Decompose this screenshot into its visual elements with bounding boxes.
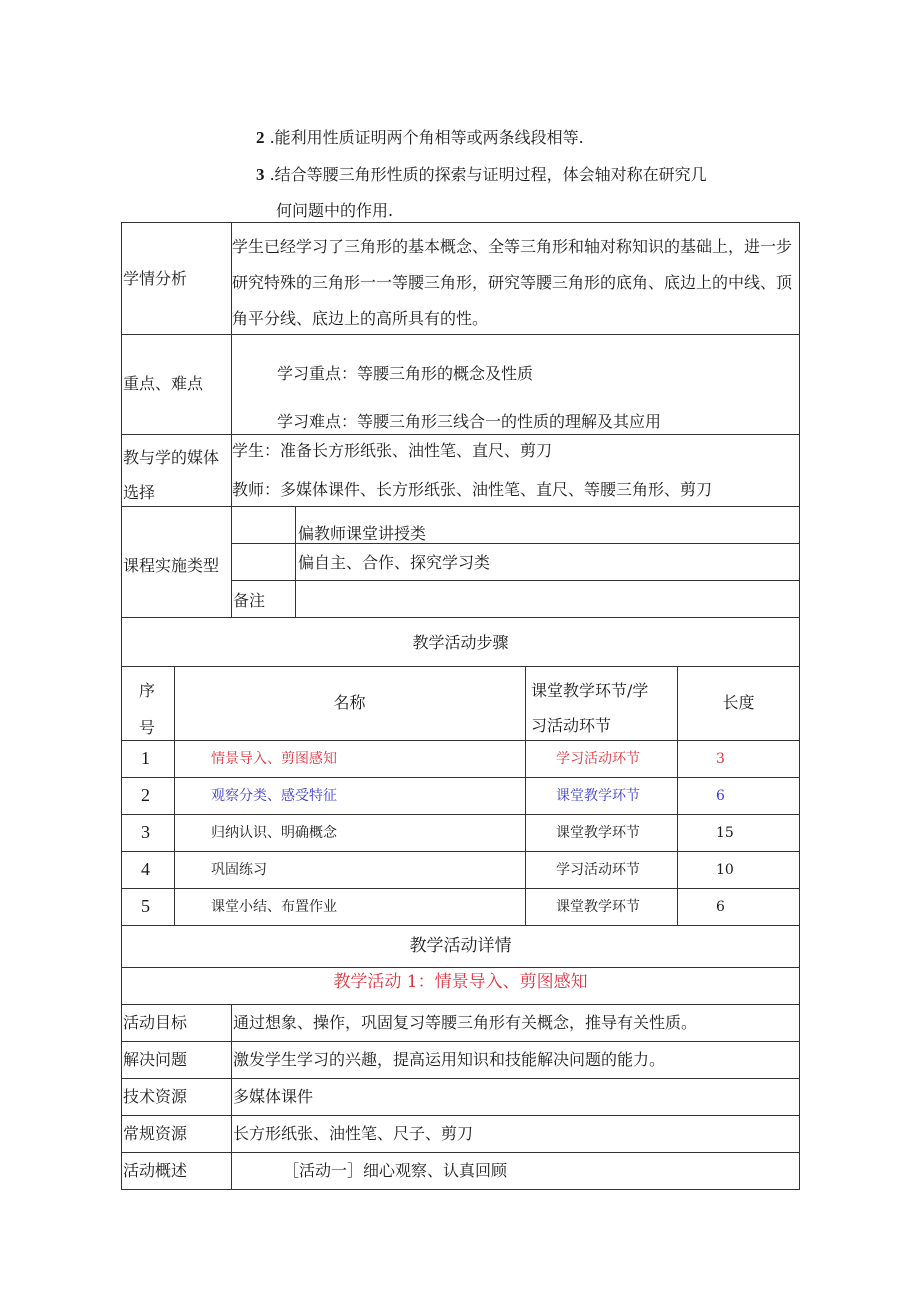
step-link: 学习活动环节 <box>556 751 640 767</box>
note-label: 备注 <box>233 591 266 610</box>
detail-label: 活动目标 <box>123 1013 188 1032</box>
step-name: 巩固练习 <box>211 862 267 878</box>
analysis-label: 学情分析 <box>123 269 188 288</box>
course-type-option-1: 偏教师课堂讲授类 <box>298 524 427 543</box>
step-seq: 2 <box>141 785 150 805</box>
detail-value: 通过想象、操作，巩固复习等腰三角形有关概念，推导有关性质。 <box>233 1013 698 1032</box>
step-link: 课堂教学环节 <box>556 788 640 804</box>
header-seq-line1: 序 <box>139 681 156 700</box>
detail-value: ［活动一］细心观察、认真回顾 <box>283 1161 508 1180</box>
media-student: 学生：准备长方形纸张、油性笔、直尺、剪刀 <box>232 441 553 460</box>
objective-2 <box>256 128 584 148</box>
objective-3-text: .结合等腰三角形性质的探索与证明过程，体会轴对称在研究几 <box>269 165 707 184</box>
media-label-line2: 选择 <box>123 483 156 502</box>
media-teacher: 教师：多媒体课件、长方形纸张、油性笔、直尺、等腰三角形、剪刀 <box>232 480 713 499</box>
step-name: 情景导入、剪图感知 <box>211 751 337 767</box>
step-length: 10 <box>716 862 734 878</box>
key-focus: 学习重点：等腰三角形的概念及性质 <box>277 364 534 383</box>
objective-2-text: .能利用性质证明两个角相等或两条线段相等. <box>269 128 584 147</box>
objective-3-continuation: 何问题中的作用. <box>276 201 394 220</box>
course-type-label: 课程实施类型 <box>123 556 220 575</box>
step-link: 课堂教学环节 <box>556 899 640 915</box>
activity-title: 教学活动 1：情景导入、剪图感知 <box>333 972 588 992</box>
detail-label: 解决问题 <box>123 1050 188 1069</box>
step-length: 3 <box>716 751 725 767</box>
header-name: 名称 <box>333 693 366 712</box>
detail-label: 活动概述 <box>123 1161 188 1180</box>
header-seq-line2: 号 <box>139 718 156 737</box>
step-length: 15 <box>716 825 734 841</box>
step-seq: 3 <box>141 822 150 842</box>
header-length: 长度 <box>722 693 755 712</box>
step-seq: 5 <box>141 896 150 916</box>
step-length: 6 <box>716 899 725 915</box>
detail-label: 常规资源 <box>123 1124 188 1143</box>
step-seq: 4 <box>141 859 150 879</box>
key-points-label: 重点、难点 <box>123 374 204 393</box>
header-link-line2: 习活动环节 <box>531 716 612 735</box>
step-link: 课堂教学环节 <box>556 825 640 841</box>
header-link-line1: 课堂教学环节/学 <box>531 681 649 700</box>
detail-value: 多媒体课件 <box>233 1087 314 1106</box>
steps-title: 教学活动步骤 <box>412 633 509 652</box>
detail-value: 激发学生学习的兴趣，提高运用知识和技能解决问题的能力。 <box>233 1050 666 1069</box>
detail-label: 技术资源 <box>123 1087 188 1106</box>
detail-value: 长方形纸张、油性笔、尺子、剪刀 <box>233 1124 474 1143</box>
step-seq: 1 <box>141 748 150 768</box>
step-name: 归纳认识、明确概念 <box>211 825 337 841</box>
objective-2-number: 2 <box>256 128 265 147</box>
media-label-line1: 教与学的媒体 <box>123 448 220 467</box>
details-title: 教学活动详情 <box>409 936 512 956</box>
analysis-text: 学生已经学习了三角形的基本概念、全等三角形和轴对称知识的基础上，进一步研究特殊的三角形一一等腰三角形，研究等腰三角形的底角、底边上的中线、顶角平分线、底边上的高所具有的性。 <box>232 237 793 328</box>
step-name: 观察分类、感受特征 <box>211 788 337 804</box>
step-link: 学习活动环节 <box>556 862 640 878</box>
step-name: 课堂小结、布置作业 <box>211 899 337 915</box>
objective-3 <box>256 165 707 185</box>
key-difficulty: 学习难点：等腰三角形三线合一的性质的理解及其应用 <box>277 412 662 431</box>
objective-3-number: 3 <box>256 165 265 184</box>
step-length: 6 <box>716 788 725 804</box>
course-type-option-2: 偏自主、合作、探究学习类 <box>298 553 491 572</box>
